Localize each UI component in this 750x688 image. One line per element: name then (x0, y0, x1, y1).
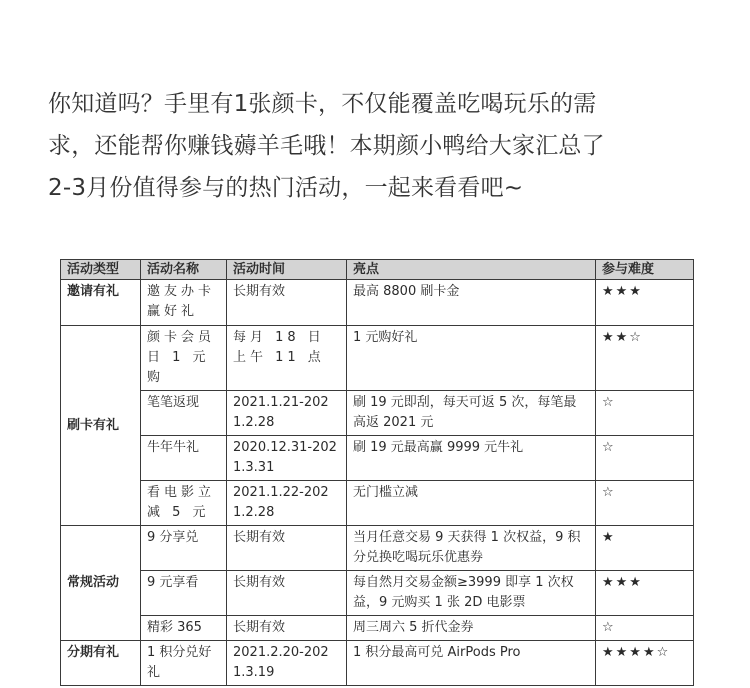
header-activity-name: 活动名称 (141, 260, 227, 280)
table-row (61, 391, 694, 436)
activity-name-cell: 看电影立减 5 元 (141, 481, 227, 526)
table-row (61, 326, 694, 391)
highlight-cell: 最高 8800 刷卡金 (347, 280, 596, 326)
activity-name-cell: 9 分享兑 (141, 526, 227, 571)
intro-line: 2-3月份值得参与的热门活动，一起来看看吧~ (48, 175, 524, 201)
header-highlight: 亮点 (347, 260, 596, 280)
difficulty-cell: ★ (596, 526, 694, 571)
activity-time-cell: 每月 18 日上午 11 点 (227, 326, 347, 391)
activity-time-cell: 2021.1.21-2021.2.28 (227, 391, 347, 436)
activity-name-cell: 颜卡会员日 1 元购 (141, 326, 227, 391)
activity-name-cell: 1 积分兑好礼 (141, 641, 227, 686)
header-activity-time: 活动时间 (227, 260, 347, 280)
table-header-row (61, 260, 694, 280)
table-row (61, 436, 694, 481)
activity-name-cell: 笔笔返现 (141, 391, 227, 436)
difficulty-cell: ☆ (596, 436, 694, 481)
highlight-cell: 无门槛立减 (347, 481, 596, 526)
difficulty-cell: ★★★ (596, 280, 694, 326)
activity-time-cell: 2020.12.31-2021.3.31 (227, 436, 347, 481)
activity-type-cell: 邀请有礼 (61, 280, 141, 326)
table-row (61, 616, 694, 641)
table-row (61, 280, 694, 326)
highlight-cell: 刷 19 元最高赢 9999 元牛礼 (347, 436, 596, 481)
activity-time-cell: 长期有效 (227, 280, 347, 326)
activity-time-cell: 2021.1.22-2021.2.28 (227, 481, 347, 526)
difficulty-cell: ☆ (596, 481, 694, 526)
header-activity-type: 活动类型 (61, 260, 141, 280)
activity-time-cell: 长期有效 (227, 571, 347, 616)
highlight-cell: 每自然月交易金额≥3999 即享 1 次权益，9 元购买 1 张 2D 电影票 (347, 571, 596, 616)
intro-paragraph (48, 83, 708, 209)
activity-type-cell: 刷卡有礼 (61, 326, 141, 526)
activity-time-cell: 长期有效 (227, 526, 347, 571)
activity-name-cell: 精彩 365 (141, 616, 227, 641)
activity-name-cell: 9 元享看 (141, 571, 227, 616)
difficulty-cell: ★★★ (596, 571, 694, 616)
table-row (61, 641, 694, 686)
highlight-cell: 1 元购好礼 (347, 326, 596, 391)
highlight-cell: 刷 19 元即刮，每天可返 5 次，每笔最高返 2021 元 (347, 391, 596, 436)
difficulty-cell: ★★★★☆ (596, 641, 694, 686)
table-row (61, 571, 694, 616)
highlight-cell: 周三周六 5 折代金券 (347, 616, 596, 641)
activity-time-cell: 长期有效 (227, 616, 347, 641)
activity-name-cell: 邀友办卡赢好礼 (141, 280, 227, 326)
intro-line: 求，还能帮你赚钱薅羊毛哦！本期颜小鸭给大家汇总了 (48, 133, 605, 159)
difficulty-cell: ☆ (596, 616, 694, 641)
activity-type-cell: 分期有礼 (61, 641, 141, 686)
header-difficulty: 参与难度 (596, 260, 694, 280)
activity-type-cell: 常规活动 (61, 526, 141, 641)
table-row (61, 481, 694, 526)
activity-table (60, 259, 694, 686)
intro-line: 你知道吗？手里有1张颜卡，不仅能覆盖吃喝玩乐的需 (48, 91, 597, 117)
highlight-cell: 当月任意交易 9 天获得 1 次权益，9 积分兑换吃喝玩乐优惠券 (347, 526, 596, 571)
activity-name-cell: 牛年牛礼 (141, 436, 227, 481)
activity-time-cell: 2021.2.20-2021.3.19 (227, 641, 347, 686)
table-row (61, 526, 694, 571)
highlight-cell: 1 积分最高可兑 AirPods Pro (347, 641, 596, 686)
difficulty-cell: ★★☆ (596, 326, 694, 391)
difficulty-cell: ☆ (596, 391, 694, 436)
